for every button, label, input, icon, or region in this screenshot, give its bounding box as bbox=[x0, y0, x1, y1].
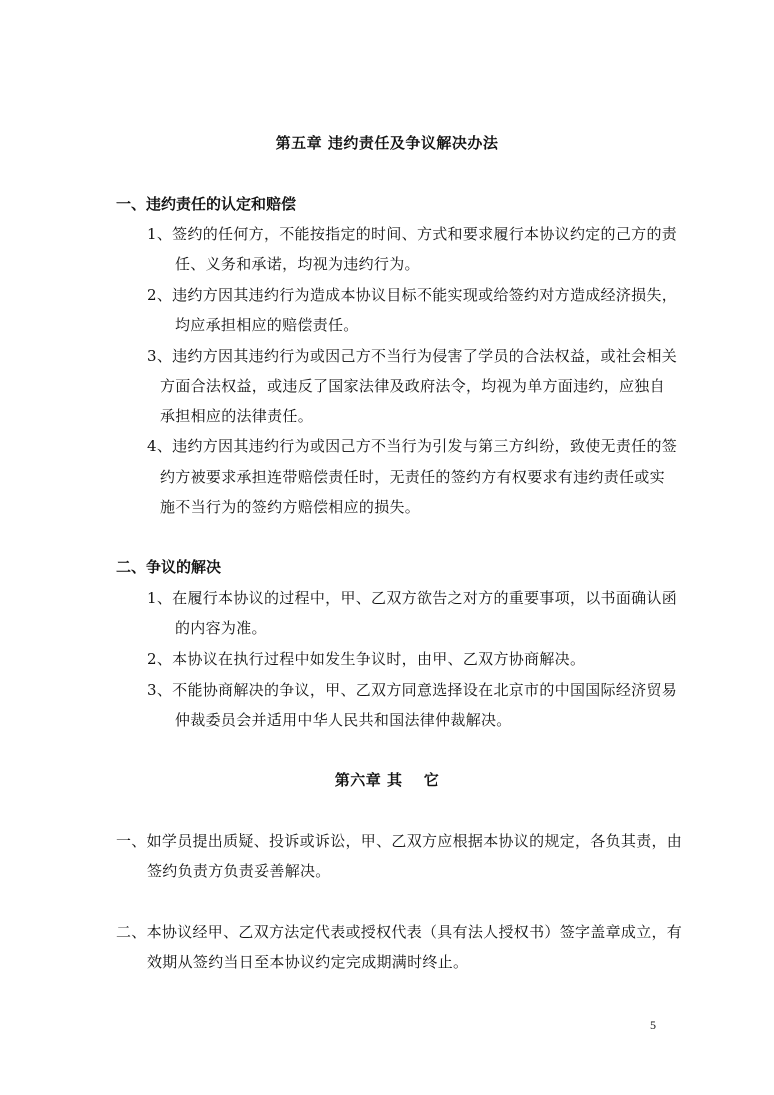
section1-item-4-line-2: 约方被要求承担连带赔偿责任时，无责任的签约方有权要求有违约责任或实 bbox=[160, 468, 665, 486]
chapter6-title: 第六章 其 它 bbox=[334, 771, 440, 789]
section2-item-1-line-2: 的内容为准。 bbox=[175, 619, 267, 637]
section2-item-2-line-1: 2、本协议在执行过程中如发生争议时，由甲、乙双方协商解决。 bbox=[147, 650, 586, 668]
chapter6-clause-2-line-2: 效期从签约当日至本协议约定完成期满时终止。 bbox=[147, 953, 469, 971]
section2-item-3-line-1: 3、不能协商解决的争议，甲、乙双方同意选择设在北京市的中国国际经济贸易 bbox=[147, 681, 678, 699]
section1-item-4-line-1: 4、违约方因其违约行为或因己方不当行为引发与第三方纠纷，致使无责任的签 bbox=[147, 437, 678, 455]
section1-heading: 一、违约责任的认定和赔偿 bbox=[116, 195, 297, 213]
chapter6-clause-1-line-2: 签约负责方负责妥善解决。 bbox=[147, 862, 331, 880]
section1-item-4-line-3: 施不当行为的签约方赔偿相应的损失。 bbox=[160, 498, 421, 516]
section1-item-2-line-1: 2、违约方因其违约行为造成本协议目标不能实现或给签约对方造成经济损失， bbox=[147, 286, 678, 304]
section1-item-1-line-2: 任、义务和承诺，均视为违约行为。 bbox=[175, 255, 420, 273]
section1-item-1-line-1: 1、签约的任何方，不能按指定的时间、方式和要求履行本协议约定的己方的责 bbox=[147, 225, 678, 243]
chapter5-title: 第五章 违约责任及争议解决办法 bbox=[275, 134, 499, 152]
section1-item-2-line-2: 均应承担相应的赔偿责任。 bbox=[175, 316, 359, 334]
page-number: 5 bbox=[650, 1018, 656, 1032]
section2-heading: 二、争议的解决 bbox=[116, 558, 222, 576]
section2-item-3-line-2: 仲裁委员会并适用中华人民共和国法律仲裁解决。 bbox=[175, 711, 512, 729]
section1-item-3-line-2: 方面合法权益，或违反了国家法律及政府法令，均视为单方面违约，应独自 bbox=[160, 377, 665, 395]
chapter6-clause-2-line-1: 二、本协议经甲、乙双方法定代表或授权代表（具有法人授权书）签字盖章成立，有 bbox=[116, 923, 683, 941]
section2-item-1-line-1: 1、在履行本协议的过程中，甲、乙双方欲告之对方的重要事项，以书面确认函 bbox=[147, 589, 678, 607]
section1-item-3-line-1: 3、违约方因其违约行为或因己方不当行为侵害了学员的合法权益，或社会相关 bbox=[147, 347, 678, 365]
chapter6-clause-1-line-1: 一、如学员提出质疑、投诉或诉讼，甲、乙双方应根据本协议的规定，各负其责，由 bbox=[116, 832, 683, 850]
section1-item-3-line-3: 承担相应的法律责任。 bbox=[160, 407, 314, 425]
